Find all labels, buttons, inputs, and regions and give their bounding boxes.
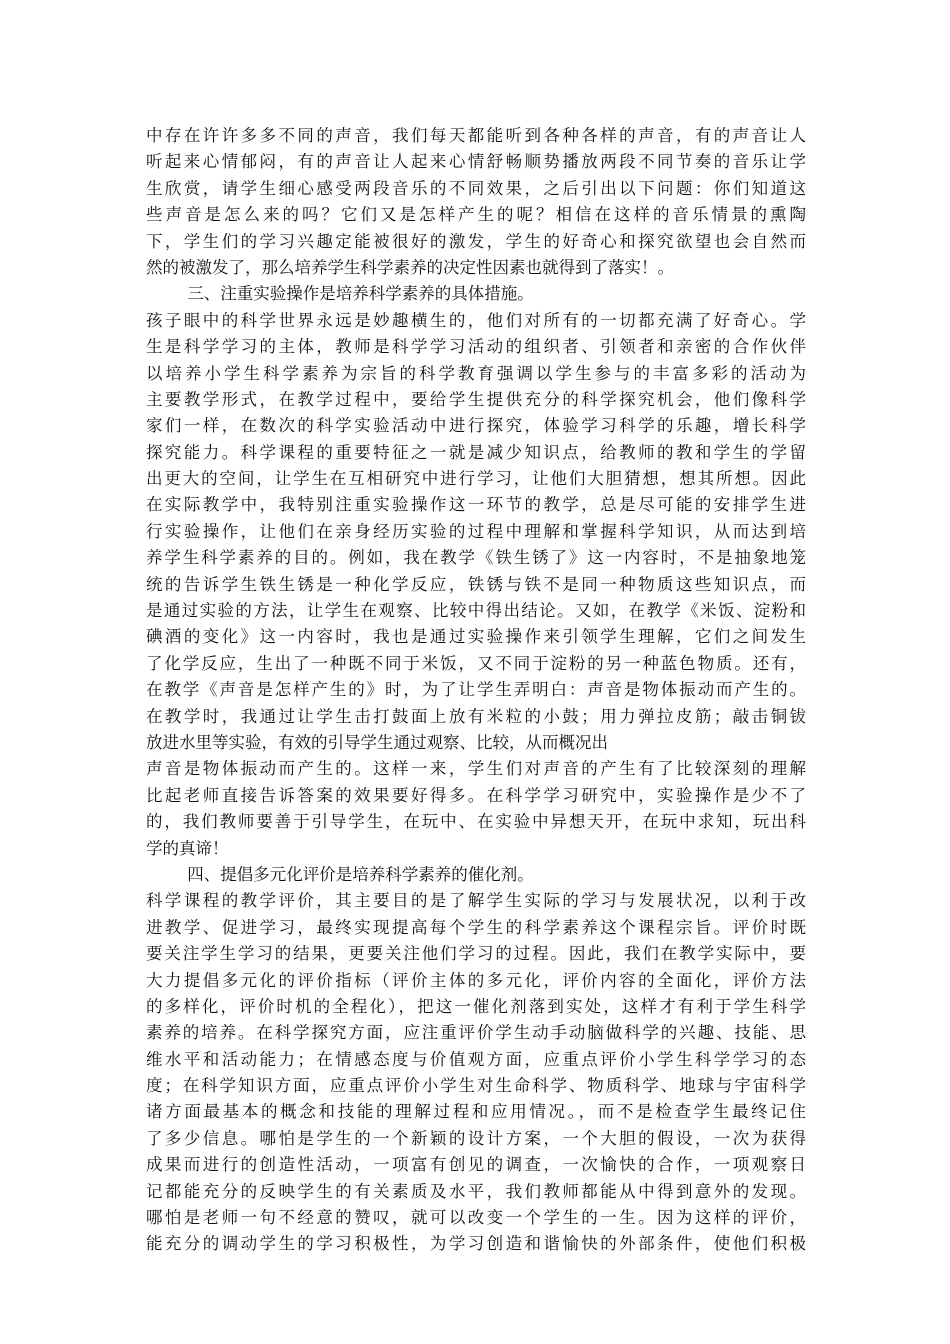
text-line: 记都能充分的反映学生的有关素质及水平，我们教师都能从中得到意外的发现。 [146,1181,806,1201]
text-line: 能充分的调动学生的学习积极性，为学习创造和谐愉快的外部条件，使他们积极 [146,1234,806,1254]
text-line: 碘酒的变化》这一内容时，我也是通过实验操作来引领学生理解，它们之间发生 [146,627,806,647]
text-line: 是通过实验的方法，让学生在观察、比较中得出结论。又如，在教学《米饭、淀粉和 [146,601,806,621]
text-line: 在实际教学中，我特别注重实验操作这一环节的教学，总是尽可能的安排学生进 [146,495,806,515]
section-heading: 四、提倡多元化评价是培养科学素养的催化剂。 [187,864,534,884]
text-line: 家们一样，在数次的科学实验活动中进行探究，体验学习科学的乐趣，增长科学 [146,416,806,436]
text-line: 中存在许许多多不同的声音，我们每天都能听到各种各样的声音，有的声音让人 [146,126,806,145]
text-line: 诸方面最基本的概念和技能的理解过程和应用情况。，而不是检查学生最终记住 [146,1102,806,1122]
text-line: 养学生科学素养的目的。例如，我在教学《铁生锈了》这一内容时，不是抽象地笼 [146,548,806,568]
text-line: 统的告诉学生铁生锈是一种化学反应，铁锈与铁不是同一种物质这些知识点，而 [146,574,806,594]
text-line: 孩子眼中的科学世界永远是妙趣横生的，他们对所有的一切都充满了好奇心。学 [146,310,806,330]
text-line: 在教学《声音是怎样产生的》时，为了让学生弄明白：声音是物体振动而产生的。 [146,680,806,700]
section-heading: 三、注重实验操作是培养科学素养的具体措施。 [187,284,534,304]
text-line: 的，我们教师要善于引导学生，在玩中、在实验中异想天开，在玩中求知，玩出科 [146,812,806,832]
text-line: 了化学反应，生出了一种既不同于米饭，又不同于淀粉的另一种蓝色物质。还有， [146,653,806,673]
text-line: 主要教学形式，在教学过程中，要给学生提供充分的科学探究机会，他们像科学 [146,389,806,409]
text-line: 下，学生们的学习兴趣定能被很好的激发，学生的好奇心和探究欲望也会自然而 [146,231,806,251]
text-line: 学的真谛！ [146,838,229,858]
document-page [146,123,806,1258]
text-line: 进教学、促进学习，最终实现提高每个学生的科学素养这个课程宗旨。评价时既 [146,917,806,937]
text-line: 度；在科学知识方面，应重点评价小学生对生命科学、物质科学、地球与宇宙科学 [146,1076,806,1096]
text-line: 维水平和活动能力；在情感态度与价值观方面，应重点评价小学生科学学习的态 [146,1049,806,1069]
text-line: 探究能力。科学课程的重要特征之一就是减少知识点，给教师的教和学生的学留 [146,442,806,462]
text-line: 些声音是怎么来的吗？它们又是怎样产生的呢？相信在这样的音乐情景的熏陶 [146,205,806,225]
text-line: 出更大的空间，让学生在互相研究中进行学习，让他们大胆猜想，想其所想。因此 [146,469,806,489]
text-line: 的多样化，评价时机的全程化），把这一催化剂落到实处，这样才有利于学生科学 [146,996,806,1016]
text-line: 放进水里等实验，有效的引导学生通过观察、比较，从而概况出 [146,732,608,752]
text-line: 科学课程的教学评价，其主要目的是了解学生实际的学习与发展状况，以利于改 [146,891,806,911]
text-line: 哪怕是老师一句不经意的赞叹，就可以改变一个学生的一生。因为这样的评价， [146,1208,806,1228]
text-line: 了多少信息。哪怕是学生的一个新颖的设计方案，一个大胆的假设，一次为获得 [146,1128,806,1148]
text-line: 大力提倡多元化的评价指标（评价主体的多元化，评价内容的全面化，评价方法 [146,970,806,990]
text-line: 以培养小学生科学素养为宗旨的科学教育强调以学生参与的丰富多彩的活动为 [146,363,806,383]
text-line: 在教学时，我通过让学生击打鼓面上放有米粒的小鼓；用力弹拉皮筋；敲击铜钹 [146,706,806,726]
text-line: 听起来心情郁闷，有的声音让人起来心情舒畅顺势播放两段不同节奏的音乐让学 [146,152,806,172]
text-line: 行实验操作，让他们在亲身经历实验的过程中理解和掌握科学知识，从而达到培 [146,521,806,541]
text-line: 比起老师直接告诉答案的效果要好得多。在科学学习研究中，实验操作是少不了 [146,785,806,805]
text-line: 素养的培养。在科学探究方面，应注重评价学生动手动脑做科学的兴趣、技能、思 [146,1023,806,1043]
text-line: 成果而进行的创造性活动，一项富有创见的调查，一次愉快的合作，一项观察日 [146,1155,806,1175]
text-line: 生是科学学习的主体，教师是科学学习活动的组织者、引领者和亲密的合作伙伴 [146,337,806,357]
text-line: 声音是物体振动而产生的。这样一来，学生们对声音的产生有了比较深刻的理解 [146,759,806,779]
text-line: 生欣赏，请学生细心感受两段音乐的不同效果，之后引出以下问题：你们知道这 [146,178,806,198]
text-line: 要关注学生学习的结果，更要关注他们学习的过程。因此，我们在教学实际中，要 [146,944,806,964]
text-line: 然的被激发了，那么培养学生科学素养的决定性因素也就得到了落实！。 [146,257,674,277]
